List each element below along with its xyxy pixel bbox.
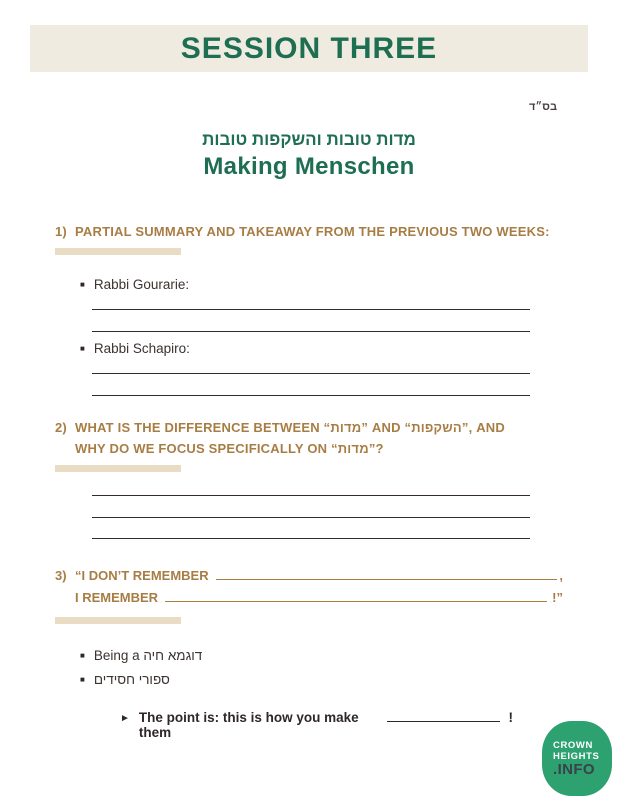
fill-in-blank [387, 721, 500, 722]
english-title: Making Menschen [203, 153, 415, 180]
list-item [80, 672, 563, 689]
section-2-heading-line1: WHAT IS THE DIFFERENCE BETWEEN “מדות” AND “השקפות”, AND [75, 420, 505, 435]
logo-text-info: .INFO [553, 760, 595, 778]
section-3-number: 3) [55, 568, 67, 583]
title-block [0, 130, 618, 181]
section-1 [55, 221, 563, 396]
session-title: SESSION THREE [180, 31, 438, 65]
answer-line [92, 518, 530, 539]
square-bullet-icon: ■ [80, 651, 85, 660]
section-2-highlight-bar [55, 465, 181, 472]
answer-line [92, 310, 530, 332]
quote-line2-suffix: !” [552, 590, 563, 605]
section-1-number: 1) [55, 224, 67, 239]
list-item [80, 648, 563, 665]
section-3-quote-line1 [55, 566, 563, 586]
answer-line [92, 374, 530, 396]
list-item [80, 277, 563, 294]
quote-line1-suffix: , [559, 568, 563, 583]
point-suffix: ! [508, 710, 513, 725]
crownheights-info-logo [542, 721, 612, 796]
answer-line [92, 294, 530, 310]
header-band [30, 25, 588, 72]
answer-line [92, 496, 530, 518]
section-2-heading [55, 417, 563, 459]
bullet-label: ספורי חסידים [93, 672, 170, 687]
square-bullet-icon: ■ [80, 344, 85, 353]
section-2-heading-line2: WHY DO WE FOCUS SPECIFICALLY ON “מדות”? [75, 441, 384, 456]
point-row [120, 710, 513, 740]
bsd-mark: בס״ד [529, 101, 557, 113]
quote-line2-prefix: I REMEMBER [75, 590, 159, 605]
answer-line [92, 472, 530, 496]
bullet-label: Being a דוגמא חיה [93, 648, 203, 663]
bullet-label: Rabbi Gourarie: [93, 277, 190, 292]
section-1-heading [55, 221, 563, 242]
bullet-label: Rabbi Schapiro: [93, 341, 190, 356]
section-2-number: 2) [55, 420, 67, 435]
logo-text-heights: HEIGHTS [553, 750, 600, 762]
answer-line [92, 358, 530, 374]
square-bullet-icon: ■ [80, 675, 85, 684]
quote-line1-prefix: “I DON’T REMEMBER [75, 568, 209, 583]
fill-in-blank [216, 579, 558, 580]
section-3 [55, 566, 563, 740]
section-1-heading-text: PARTIAL SUMMARY AND TAKEAWAY FROM THE PREVIOUS TWO WEEKS: [75, 224, 550, 239]
square-bullet-icon: ■ [80, 280, 85, 289]
hebrew-title: מדות טובות והשקפות טובות [202, 130, 416, 149]
section-2 [55, 417, 563, 539]
list-item [80, 341, 563, 358]
section-3-quote-line2 [55, 588, 563, 608]
point-text: The point is: this is how you make them [138, 710, 359, 740]
section-2-heading-text [75, 417, 505, 459]
section-1-highlight-bar [55, 248, 181, 255]
fill-in-blank [165, 601, 547, 602]
section-3-highlight-bar [55, 617, 181, 624]
arrow-bullet-icon: ► [120, 713, 130, 724]
logo-text-crown: CROWN [553, 739, 593, 751]
